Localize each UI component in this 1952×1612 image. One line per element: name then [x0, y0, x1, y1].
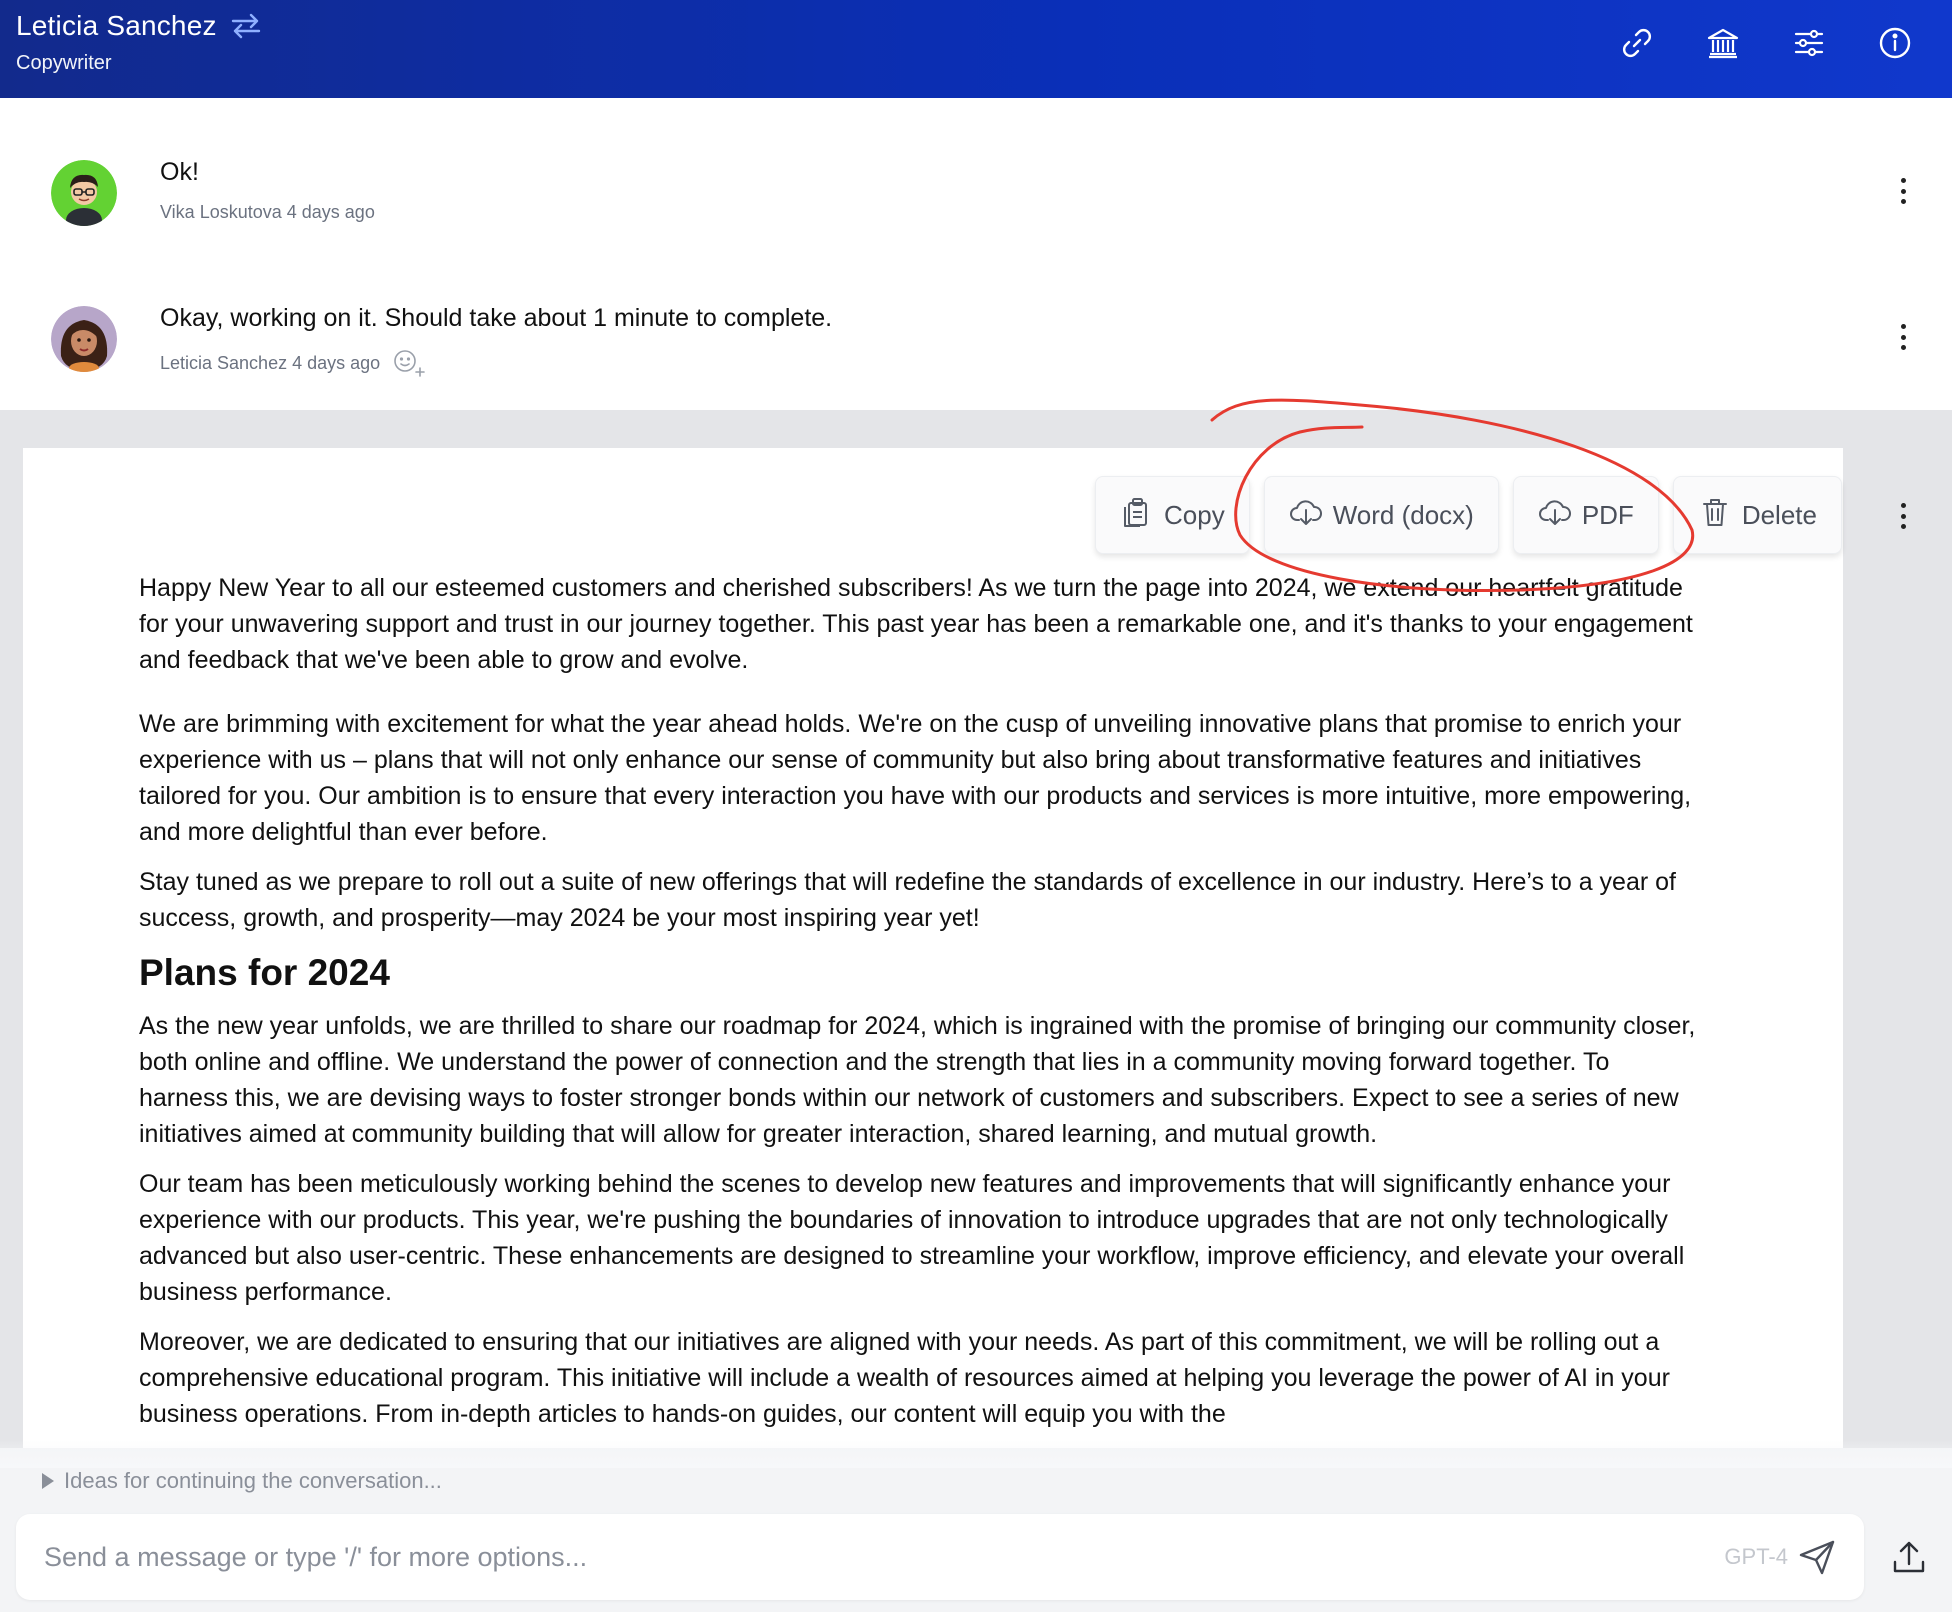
header-toolbar [1618, 24, 1914, 62]
message-menu-button[interactable] [1893, 320, 1913, 354]
chat-message [0, 130, 1952, 276]
document-paragraph: Our team has been meticulously working behind the scenes to develop new features and improvements that will significantly enhance your experience with our products. This year, we're pushing the boundaries of innovation to introduce upgrades that are not only technologically advanced but also user-centric. These enhancements are designed to streamline your workflow, improve efficiency, and elevate your overall business performance. [139, 1170, 1685, 1306]
link-icon[interactable] [1618, 24, 1656, 62]
document-menu-button[interactable] [1893, 499, 1913, 533]
chat-header [0, 0, 1952, 98]
document-paragraph: As the new year unfolds, we are thrilled to share our roadmap for 2024, which is ingrained with the promise of bringing our community closer, both online and offline. We understand the power of connection and the strength that lies in a community moving forward together. To harness this, we are devising ways to foster stronger bonds within our network of customers and subscribers. Expect to see a series of new initiatives aimed at community building that will allow for greater interaction, shared learning, and mutual growth. [139, 1012, 1696, 1148]
message-menu-button[interactable] [1893, 174, 1913, 208]
download-word-button[interactable] [1264, 476, 1499, 554]
message-input[interactable] [44, 1514, 1644, 1600]
upload-icon[interactable] [1888, 1536, 1930, 1578]
message-meta [160, 348, 428, 378]
message-meta [160, 202, 375, 223]
word-label: Word (docx) [1332, 499, 1474, 530]
trash-icon [1698, 495, 1732, 536]
message-text: Okay, working on it. Should take about 1 minute to complete. [160, 304, 833, 332]
pdf-label: PDF [1581, 499, 1634, 530]
cloud-download-icon [1538, 495, 1572, 536]
copy-button[interactable] [1095, 476, 1250, 554]
download-pdf-button[interactable] [1513, 476, 1659, 554]
message-text: Ok! [160, 158, 199, 186]
document-paragraph: Stay tuned as we prepare to roll out a suite of new offerings that will redefine the standards of excellence in our industry. Here’s to a year of success, growth, and prosperity—may 2024 be your most inspiring year yet! [139, 868, 1676, 932]
model-label[interactable]: GPT-4 [1724, 1544, 1788, 1569]
add-reaction-icon[interactable] [392, 348, 428, 378]
info-icon[interactable] [1876, 24, 1914, 62]
assistant-name: Leticia Sanchez [16, 10, 217, 41]
content-fade [0, 1440, 1952, 1468]
document-paragraph: Moreover, we are dedicated to ensuring that our initiatives are aligned with your needs. As part of this commitment, we will be rolling out a comprehensive educational program. This initiative will include a wealth of resources aimed at helping you leverage the power of AI in your business operations. From in-depth articles to hands-on guides, our content will equip you with the [139, 1328, 1670, 1428]
assistant-identity [16, 10, 263, 75]
avatar[interactable] [51, 160, 117, 226]
message-composer [16, 1514, 1864, 1600]
bank-icon[interactable] [1704, 24, 1742, 62]
ideas-toggle[interactable] [42, 1468, 442, 1494]
caret-right-icon [42, 1473, 54, 1489]
message-author: Leticia Sanchez 4 days ago [160, 352, 381, 373]
delete-label: Delete [1741, 499, 1817, 530]
chat-message [0, 276, 1952, 422]
document-heading: Plans for 2024 [139, 952, 390, 993]
document-actions [1095, 476, 1842, 554]
avatar[interactable] [51, 306, 117, 372]
document-paragraph: Happy New Year to all our esteemed customers and cherished subscribers! As we turn the page into 2024, we extend our heartfelt gratitude for your unwavering support and trust in our journey together. This past year has been a remarkable one, and it's thanks to your engagement and feedback that we've been able to grow and evolve. [139, 574, 1693, 674]
message-author: Vika Loskutova 4 days ago [160, 202, 375, 222]
cloud-download-icon [1289, 495, 1323, 536]
swap-icon[interactable] [229, 11, 263, 41]
send-icon[interactable] [1796, 1536, 1838, 1578]
ideas-label: Ideas for continuing the conversation... [64, 1468, 442, 1493]
delete-button[interactable] [1673, 476, 1842, 554]
clipboard-icon [1120, 495, 1154, 536]
copy-label: Copy [1164, 499, 1225, 530]
sliders-icon[interactable] [1790, 24, 1828, 62]
document-paragraph: We are brimming with excitement for what the year ahead holds. We're on the cusp of unveiling innovative plans that promise to enrich your experience with us – plans that will not only enhance our sense of community but also bring about transformative features and initiatives tailored for you. Our ambition is to ensure that every interaction you have with our products and services is more intuitive, more empowering, and more delightful than ever before. [139, 710, 1692, 846]
document-body [139, 570, 1699, 1446]
assistant-role: Copywriter [16, 52, 112, 74]
